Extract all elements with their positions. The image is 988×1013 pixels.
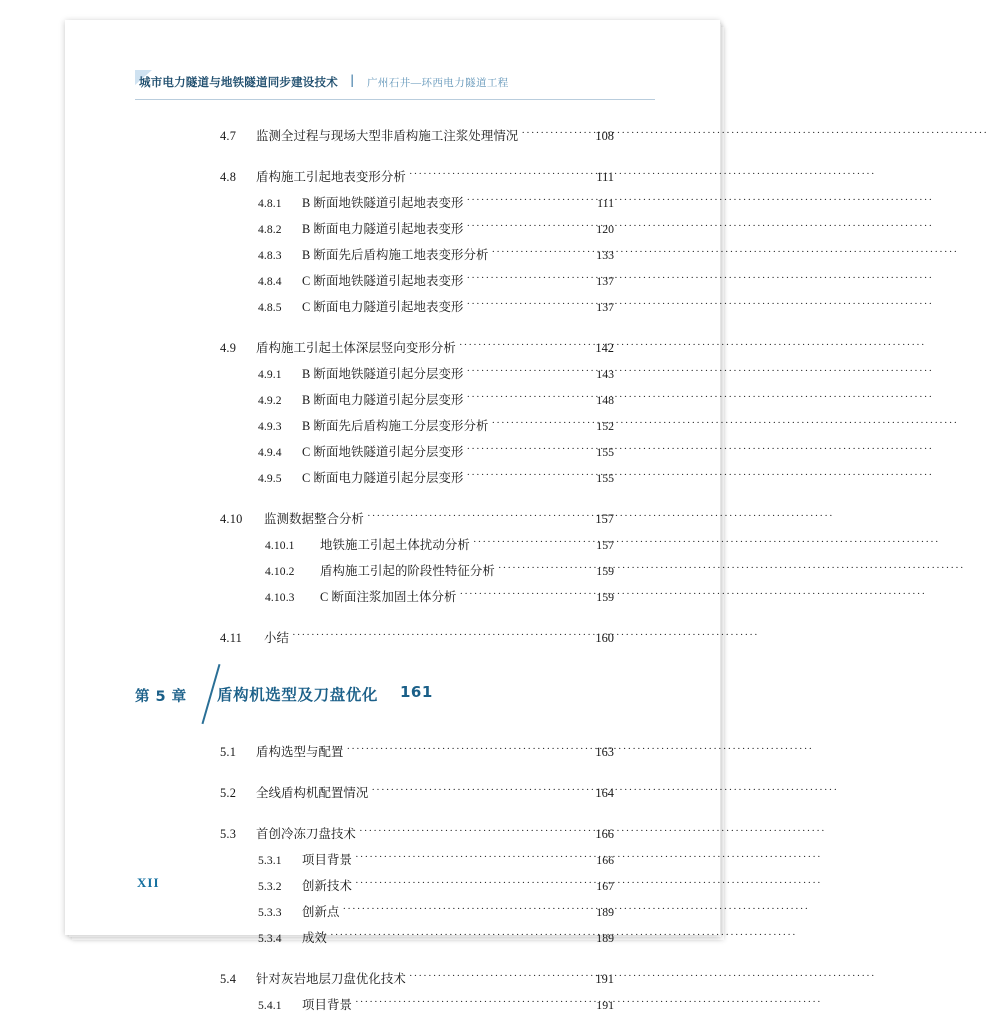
toc-spacer [65, 460, 720, 463]
toc-entry-page: 152 [596, 419, 614, 433]
toc-spacer [65, 185, 720, 188]
toc-entry-page: 189 [596, 931, 614, 945]
toc-entry-number: 4.11 [220, 631, 243, 645]
toc-entry[interactable] [258, 902, 614, 920]
toc-spacer [65, 527, 720, 530]
toc-spacer [65, 842, 720, 845]
toc-entry-title: 地铁施工引起土体扰动分析 [320, 538, 470, 552]
toc-entry-number: 5.4.1 [258, 999, 282, 1012]
toc-entry[interactable] [258, 850, 614, 868]
toc-entry-title: 盾构施工引起土体深层竖向变形分析 [256, 340, 456, 355]
toc-leader-dots [466, 299, 585, 311]
toc-spacer [65, 605, 720, 614]
toc-entry-page: 191 [595, 972, 614, 986]
toc-leader-dots [355, 852, 585, 864]
chapter-page-number: 161 [400, 683, 433, 701]
toc-entry-number: 4.8.2 [258, 223, 282, 236]
toc-entry-title: 全线盾构机配置情况 [256, 785, 369, 800]
toc-entry-title: C 断面地铁隧道引起地表变形 [302, 274, 464, 288]
toc-entry[interactable] [258, 442, 614, 460]
table-of-contents [65, 112, 720, 1013]
toc-entry[interactable] [220, 742, 614, 760]
toc-entry-page: 163 [595, 745, 614, 759]
toc-section-chapter5 [65, 742, 720, 1013]
toc-entry[interactable] [220, 126, 614, 144]
toc-leader-dots [359, 826, 585, 838]
toc-entry-number: 4.9.3 [258, 420, 282, 433]
toc-entry[interactable] [220, 167, 614, 185]
toc-leader-dots [466, 221, 585, 233]
toc-entry-title: 成效 [302, 931, 327, 945]
toc-spacer [65, 579, 720, 582]
toc-entry-title: 小结 [264, 630, 289, 645]
toc-leader-dots [292, 630, 585, 642]
toc-entry-number: 4.9.5 [258, 472, 282, 485]
toc-spacer [65, 289, 720, 292]
toc-spacer [65, 486, 720, 495]
toc-entry-page: 133 [596, 248, 614, 262]
toc-entry-number: 5.3.3 [258, 906, 282, 919]
toc-entry[interactable] [220, 783, 614, 801]
toc-entry-page: 159 [596, 564, 614, 578]
chapter-label: 第 5 章 [135, 689, 187, 705]
toc-spacer [65, 920, 720, 923]
toc-entry-page: 191 [596, 998, 614, 1012]
toc-entry-title: 创新技术 [302, 879, 352, 893]
chapter-title: 盾构机选型及刀盘优化 [217, 686, 379, 704]
toc-entry-number: 5.3.1 [258, 854, 282, 867]
toc-entry-number: 4.10 [220, 512, 243, 526]
toc-entry[interactable] [220, 338, 614, 356]
toc-entry-page: 157 [595, 512, 614, 526]
running-head [65, 68, 720, 104]
toc-leader-dots [473, 537, 585, 549]
toc-entry-page: 111 [597, 196, 614, 210]
toc-entry-number: 4.9 [220, 341, 237, 355]
toc-spacer [65, 434, 720, 437]
toc-entry-title: B 断面电力隧道引起分层变形 [302, 393, 464, 407]
toc-entry-title: B 断面先后盾构施工地表变形分析 [302, 248, 489, 262]
toc-entry-page: 189 [596, 905, 614, 919]
toc-entry-page: 166 [595, 827, 614, 841]
toc-entry-title: B 断面地铁隧道引起地表变形 [302, 196, 464, 210]
toc-entry-page: 167 [596, 879, 614, 893]
toc-entry-title: B 断面电力隧道引起地表变形 [302, 222, 464, 236]
toc-spacer [65, 553, 720, 556]
toc-spacer [65, 987, 720, 990]
toc-entry-page: 137 [596, 274, 614, 288]
toc-entry-title: 创新点 [302, 905, 340, 919]
toc-entry-title: 针对灰岩地层刀盘优化技术 [256, 971, 406, 986]
toc-spacer [65, 315, 720, 324]
toc-entry-number: 4.8.3 [258, 249, 282, 262]
toc-entry-page: 160 [595, 631, 614, 645]
toc-entry[interactable] [258, 245, 614, 263]
toc-entry[interactable] [220, 969, 614, 987]
toc-entry-title: C 断面地铁隧道引起分层变形 [302, 445, 464, 459]
toc-entry-title: C 断面电力隧道引起分层变形 [302, 471, 464, 485]
toc-entry-title: 盾构施工引起的阶段性特征分析 [320, 564, 495, 578]
toc-entry-number: 4.8.1 [258, 197, 282, 210]
toc-entry[interactable] [258, 468, 614, 486]
toc-leader-dots [466, 366, 585, 378]
toc-leader-dots [466, 444, 585, 456]
toc-entry-number: 4.9.4 [258, 446, 282, 459]
toc-entry-number: 5.3.4 [258, 932, 282, 945]
toc-leader-dots [459, 340, 585, 352]
toc-entry[interactable] [220, 824, 614, 842]
toc-entry[interactable] [258, 271, 614, 289]
toc-entry-page: 157 [596, 538, 614, 552]
toc-spacer [65, 801, 720, 810]
toc-leader-dots [409, 169, 585, 181]
toc-leader-dots [371, 785, 585, 797]
toc-entry[interactable] [258, 416, 614, 434]
toc-leader-dots [459, 589, 585, 601]
toc-leader-dots [466, 273, 585, 285]
toc-entry[interactable] [258, 928, 614, 946]
toc-entry-title: 监测全过程与现场大型非盾构施工注浆处理情况 [256, 128, 519, 143]
toc-entry-title: C 断面注浆加固土体分析 [320, 590, 457, 604]
running-head-separator: | [350, 73, 355, 87]
toc-entry[interactable] [265, 587, 614, 605]
toc-entry-page: 164 [595, 786, 614, 800]
toc-entry-number: 5.4 [220, 972, 237, 986]
toc-leader-dots [491, 247, 585, 259]
toc-leader-dots [491, 418, 585, 430]
running-head-title: 城市电力隧道与地铁隧道同步建设技术 [139, 75, 338, 89]
toc-spacer [65, 263, 720, 266]
toc-leader-dots [466, 470, 585, 482]
toc-entry-number: 4.8.5 [258, 301, 282, 314]
toc-entry-number: 4.8 [220, 170, 237, 184]
toc-entry-title: B 断面先后盾构施工分层变形分析 [302, 419, 489, 433]
toc-leader-dots [466, 195, 585, 207]
toc-spacer [65, 408, 720, 411]
toc-entry-number: 4.9.2 [258, 394, 282, 407]
toc-entry-page: 137 [596, 300, 614, 314]
toc-entry-number: 4.10.2 [265, 565, 295, 578]
toc-entry-number: 5.3.2 [258, 880, 282, 893]
toc-entry-page: 120 [596, 222, 614, 236]
toc-entry-page: 148 [596, 393, 614, 407]
toc-spacer [65, 211, 720, 214]
toc-entry-number: 4.9.1 [258, 368, 282, 381]
toc-entry-title: 盾构选型与配置 [256, 744, 344, 759]
toc-entry[interactable] [258, 297, 614, 315]
toc-entry-page: 166 [596, 853, 614, 867]
toc-spacer [65, 868, 720, 871]
toc-entry-number: 4.7 [220, 129, 237, 143]
toc-leader-dots [498, 563, 585, 575]
toc-spacer [65, 356, 720, 359]
toc-entry-page: 108 [595, 129, 614, 143]
toc-entry[interactable] [258, 193, 614, 211]
toc-entry-number: 5.3 [220, 827, 237, 841]
toc-entry-page: 159 [596, 590, 614, 604]
toc-entry-page: 155 [596, 445, 614, 459]
running-head-rule [135, 99, 655, 100]
toc-entry-number: 4.10.1 [265, 539, 295, 552]
toc-leader-dots [409, 971, 585, 983]
toc-spacer [65, 144, 720, 153]
book-page [65, 20, 720, 1012]
toc-leader-dots [355, 878, 585, 890]
toc-spacer [65, 760, 720, 769]
toc-entry[interactable] [258, 219, 614, 237]
toc-entry-title: C 断面电力隧道引起地表变形 [302, 300, 464, 314]
toc-leader-dots [466, 392, 585, 404]
toc-spacer [65, 382, 720, 385]
toc-entry[interactable] [265, 535, 614, 553]
toc-entry-title: B 断面地铁隧道引起分层变形 [302, 367, 464, 381]
toc-leader-dots [330, 930, 585, 942]
toc-leader-dots [346, 744, 585, 756]
toc-entry-title: 项目背景 [302, 998, 352, 1012]
toc-entry-number: 4.10.3 [265, 591, 295, 604]
toc-entry-page: 155 [596, 471, 614, 485]
toc-entry-number: 5.1 [220, 745, 237, 759]
toc-entry-page: 111 [596, 170, 614, 184]
toc-spacer [65, 894, 720, 897]
toc-entry[interactable] [220, 628, 614, 646]
toc-spacer [65, 946, 720, 955]
toc-entry[interactable] [265, 561, 614, 579]
running-head-subtitle: 广州石井—环西电力隧道工程 [367, 78, 509, 89]
toc-entry-number: 5.2 [220, 786, 237, 800]
toc-spacer [65, 237, 720, 240]
toc-entry[interactable] [258, 390, 614, 408]
toc-section-chapter4 [65, 126, 720, 646]
toc-entry[interactable] [258, 876, 614, 894]
toc-entry-page: 143 [596, 367, 614, 381]
toc-entry-title: 盾构施工引起地表变形分析 [256, 169, 406, 184]
folio-page-number: XII [137, 875, 160, 890]
toc-entry[interactable] [220, 509, 614, 527]
toc-entry-title: 监测数据整合分析 [264, 511, 364, 526]
toc-leader-dots [342, 904, 585, 916]
toc-entry-number: 4.8.4 [258, 275, 282, 288]
toc-entry-title: 首创冷冻刀盘技术 [256, 826, 356, 841]
chapter-heading-5[interactable] [65, 668, 720, 728]
toc-entry[interactable] [258, 364, 614, 382]
toc-entry-page: 142 [595, 341, 614, 355]
toc-entry-title: 项目背景 [302, 853, 352, 867]
toc-leader-dots [521, 128, 585, 140]
toc-leader-dots [367, 511, 585, 523]
toc-entry[interactable] [258, 995, 614, 1013]
toc-leader-dots [355, 997, 585, 1009]
